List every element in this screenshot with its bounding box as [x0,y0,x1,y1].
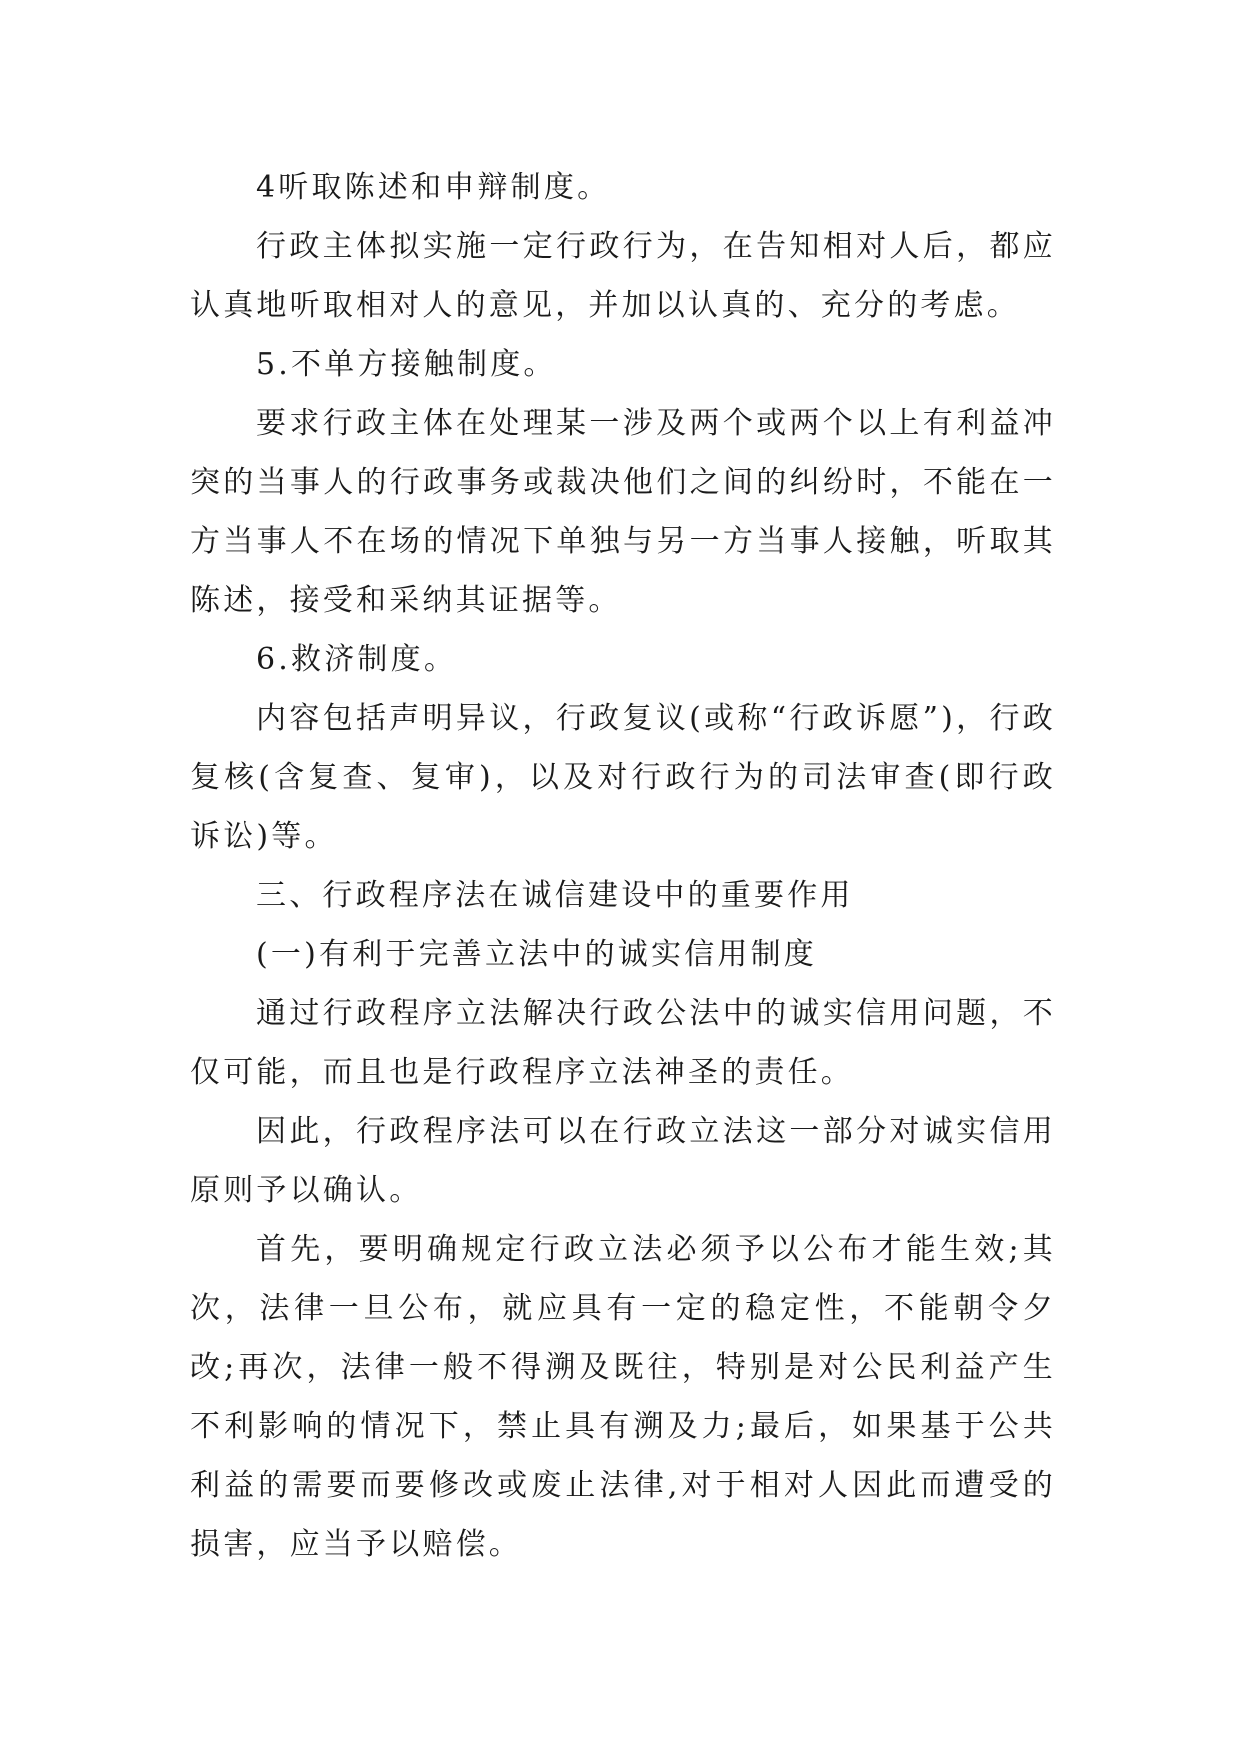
section-heading-no-ex-parte: 5.不单方接触制度。 [256,347,557,382]
paragraph-remedy: 内容包括声明异议，行政复议(或称“行政诉愿”)，行政复核(含复查、复审)，以及对行政行为的司法审查(即行政诉讼)等。 [190,701,1056,854]
paragraph-legislation-duty: 通过行政程序立法解决行政公法中的诚实信用问题，不仅可能，而且也是行政程序立法神圣的责任。 [190,996,1056,1090]
document-body [190,158,1056,1574]
paragraph-legislation-confirm: 因此，行政程序法可以在行政立法这一部分对诚实信用原则予以确认。 [190,1114,1056,1208]
section-heading-hearing: 4听取陈述和申辩制度。 [256,170,611,205]
section-heading-remedy: 6.救济制度。 [256,642,458,677]
chapter-heading-role: 三、行政程序法在诚信建设中的重要作用 [256,878,854,913]
paragraph-hearing: 行政主体拟实施一定行政行为，在告知相对人后，都应认真地听取相对人的意见，并加以认真的、充分的考虑。 [190,229,1056,323]
paragraph-no-ex-parte: 要求行政主体在处理某一涉及两个或两个以上有利益冲突的当事人的行政事务或裁决他们之间的纠纷时，不能在一方当事人不在场的情况下单独与另一方当事人接触，听取其陈述，接受和采纳其证据等。 [190,406,1056,618]
subsection-heading-legislation: (一)有利于完善立法中的诚实信用制度 [256,937,818,972]
paragraph-legislation-details: 首先，要明确规定行政立法必须予以公布才能生效;其次，法律一旦公布，就应具有一定的稳定性，不能朝令夕改;再次，法律一般不得溯及既往，特别是对公民利益产生不利影响的情况下，禁止具有溯及力;最后，如果基于公共利益的需要而要修改或废止法律,对于相对人因此而遭受的损害，应当予以赔偿。 [190,1232,1056,1562]
